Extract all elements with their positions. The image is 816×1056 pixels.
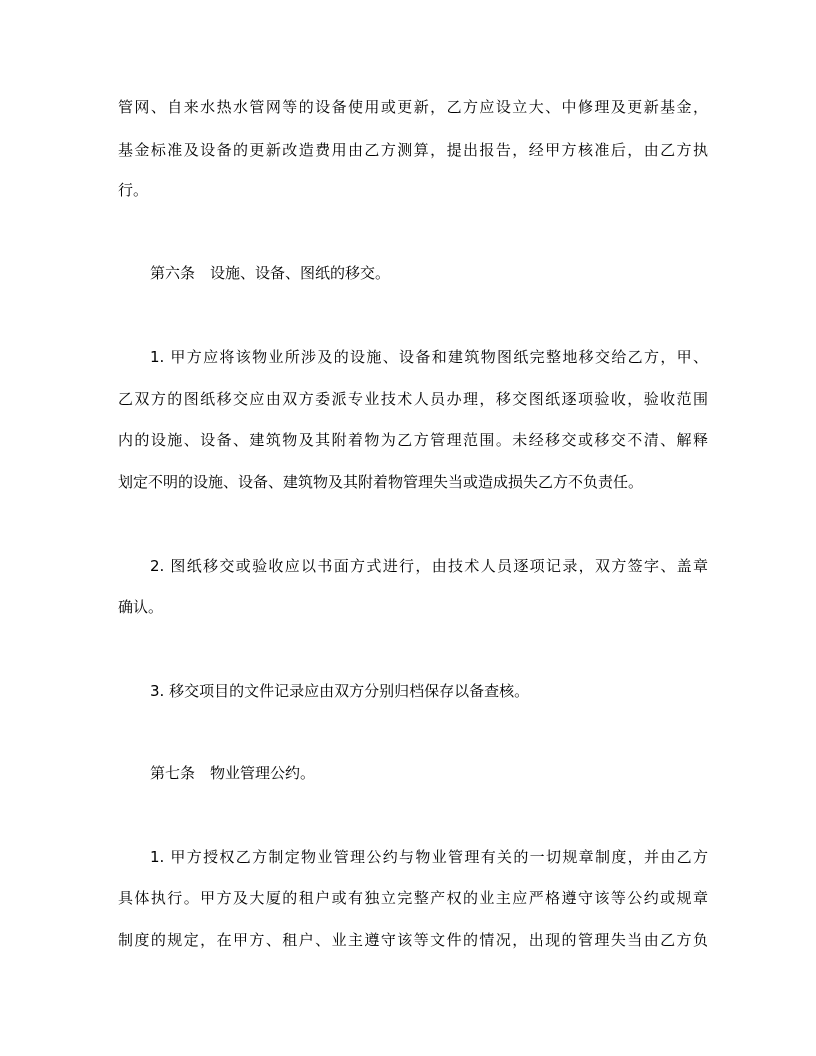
paragraph-line: 乙双方的图纸移交应由双方委派专业技术人员办理，移交图纸逐项验收，验收范围 (118, 390, 708, 408)
paragraph-line: 1. 甲方授权乙方制定物业管理公约与物业管理有关的一切规章制度，并由乙方 (150, 848, 708, 866)
article-heading: 第六条 设施、设备、图纸的移交。 (150, 264, 391, 282)
paragraph-line: 内的设施、设备、建筑物及其附着物为乙方管理范围。未经移交或移交不清、解释 (118, 431, 708, 449)
paragraph-line: 3. 移交项目的文件记录应由双方分别归档保存以备查核。 (150, 682, 530, 700)
paragraph-line: 确认。 (118, 598, 164, 616)
paragraph-line: 管网、自来水热水管网等的设备使用或更新，乙方应设立大、中修理及更新基金， (118, 98, 708, 116)
paragraph-line: 基金标准及设备的更新改造费用由乙方测算，提出报告，经甲方核准后，由乙方执 (118, 141, 708, 159)
paragraph-line: 划定不明的设施、设备、建筑物及其附着物管理失当或造成损失乙方不负责任。 (118, 473, 644, 491)
paragraph-line: 1. 甲方应将该物业所涉及的设施、设备和建筑物图纸完整地移交给乙方，甲、 (150, 348, 708, 366)
article-heading: 第七条 物业管理公约。 (150, 764, 316, 782)
paragraph-line: 行。 (118, 181, 149, 199)
paragraph-line: 制度的规定，在甲方、租户、业主遵守该等文件的情况，出现的管理失当由乙方负 (118, 931, 708, 949)
paragraph-line: 具体执行。甲方及大厦的租户或有独立完整产权的业主应严格遵守该等公约或规章 (118, 889, 708, 907)
paragraph-line: 2. 图纸移交或验收应以书面方式进行，由技术人员逐项记录，双方签字、盖章 (150, 557, 708, 575)
